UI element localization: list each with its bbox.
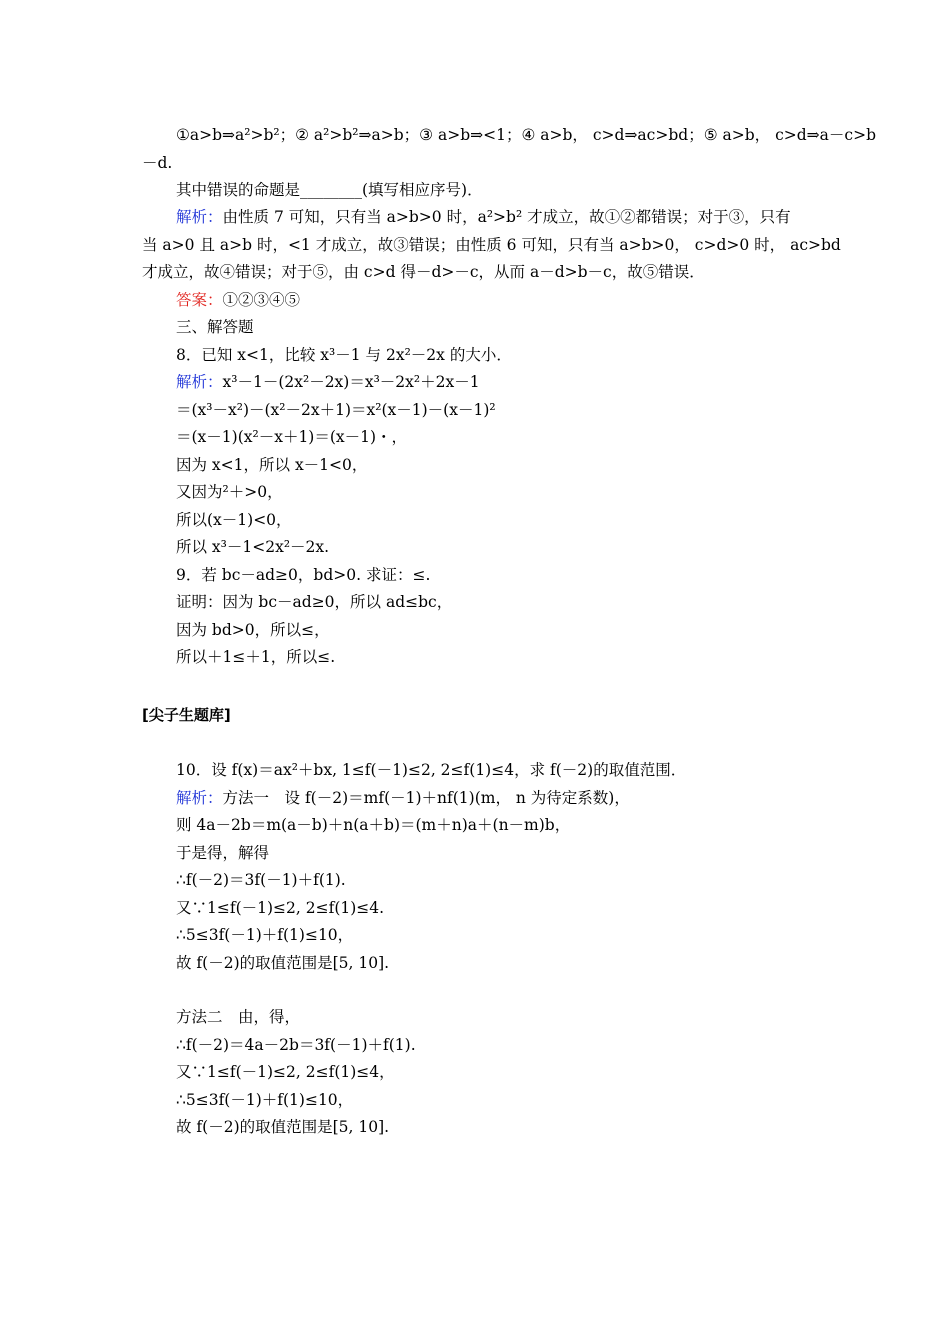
problem-8-solution-line: 又因为²＋>0，: [176, 483, 283, 501]
problem-10-method2-line: 故 f(－2)的取值范围是[5, 10].: [176, 1118, 390, 1136]
problem-9-proof-line: 证明：因为 bc－ad≥0，所以 ad≤bc，: [176, 593, 453, 611]
problem-7-statements: ①a>b⇒a²>b²；② a²>b²⇒a>b；③ a>b⇒<1；④ a>b， c>d⇒ac>bd；⑤ a>b， c>d⇒a－c>b: [176, 126, 876, 144]
solution-text: x³－1－(2x²－2x)＝x³－2x²＋2x－1: [222, 373, 480, 391]
section-heading-advanced: [尖子生题库]: [142, 706, 231, 724]
problem-10-solution-line: [176, 788, 630, 808]
problem-7-solution-line: 当 a>0 且 a>b 时，<1 才成立，故③错误；由性质 6 可知，只有当 a>b>0， c>d>0 时， ac>bd: [142, 236, 841, 254]
answer-label: 答案：: [176, 291, 223, 309]
problem-10-method2-line: 方法二 由，得，: [176, 1008, 301, 1026]
problem-8-solution-line: 所以 x³－1<2x²－2x.: [176, 538, 330, 556]
problem-10-solution-line: 于是得，解得: [176, 844, 270, 862]
problem-10-solution-line: 则 4a－2b＝m(a－b)＋n(a＋b)＝(m＋n)a＋(n－m)b，: [176, 816, 571, 834]
problem-8-solution-line: [176, 372, 480, 392]
problem-10-solution-line: 故 f(－2)的取值范围是[5, 10].: [176, 954, 390, 972]
problem-10-question: 10．设 f(x)＝ax²＋bx, 1≤f(－1)≤2, 2≤f(1)≤4，求 f(－2)的取值范围．: [176, 761, 687, 779]
problem-9-proof-line: 所以＋1≤＋1，所以≤.: [176, 648, 336, 666]
solution-label: 解析：: [176, 208, 223, 226]
problem-7-solution-line: [176, 207, 791, 227]
problem-7-answer-line: [176, 290, 300, 310]
problem-10-solution-line: 又∵1≤f(－1)≤2, 2≤f(1)≤4.: [176, 899, 385, 917]
section-heading: 三、解答题: [176, 318, 254, 336]
problem-10-solution-line: ∴5≤3f(－1)＋f(1)≤10，: [176, 926, 354, 944]
problem-9-proof-line: 因为 bd>0，所以≤，: [176, 621, 330, 639]
problem-7-statements-cont: －d.: [142, 154, 173, 172]
problem-10-solution-line: ∴f(－2)＝3f(－1)＋f(1).: [176, 871, 346, 889]
problem-8-solution-line: ＝(x³－x²)－(x²－2x＋1)＝x²(x－1)－(x－1)²: [176, 401, 496, 419]
problem-10-method2-line: ∴5≤3f(－1)＋f(1)≤10，: [176, 1091, 354, 1109]
problem-8-solution-line: 因为 x<1，所以 x－1<0，: [176, 456, 368, 474]
answer-text: ①②③④⑤: [222, 291, 301, 309]
problem-9-question: 9．若 bc－ad≥0，bd>0. 求证：≤.: [176, 566, 431, 584]
problem-8-question: 8．已知 x<1，比较 x³－1 与 2x²－2x 的大小．: [176, 346, 512, 364]
problem-8-solution-line: 所以(x－1)<0，: [176, 511, 292, 529]
problem-7-solution-line: 才成立，故④错误；对于⑤，由 c>d 得－d>－c，从而 a－d>b－c，故⑤错误．: [142, 263, 705, 281]
problem-8-solution-line: ＝(x－1)(x²－x＋1)＝(x－1)・，: [176, 428, 408, 446]
problem-10-method2-line: 又∵1≤f(－1)≤2, 2≤f(1)≤4，: [176, 1063, 395, 1081]
problem-10-method2-line: ∴f(－2)＝4a－2b＝3f(－1)＋f(1).: [176, 1036, 416, 1054]
solution-label: 解析：: [176, 789, 223, 807]
solution-label: 解析：: [176, 373, 223, 391]
solution-text: 由性质 7 可知，只有当 a>b>0 时，a²>b² 才成立，故①②都错误；对于③，只有: [222, 208, 791, 226]
problem-7-question: 其中错误的命题是________(填写相应序号)．: [176, 181, 483, 199]
solution-text: 方法一 设 f(－2)＝mf(－1)＋nf(1)(m， n 为待定系数)，: [222, 789, 630, 807]
